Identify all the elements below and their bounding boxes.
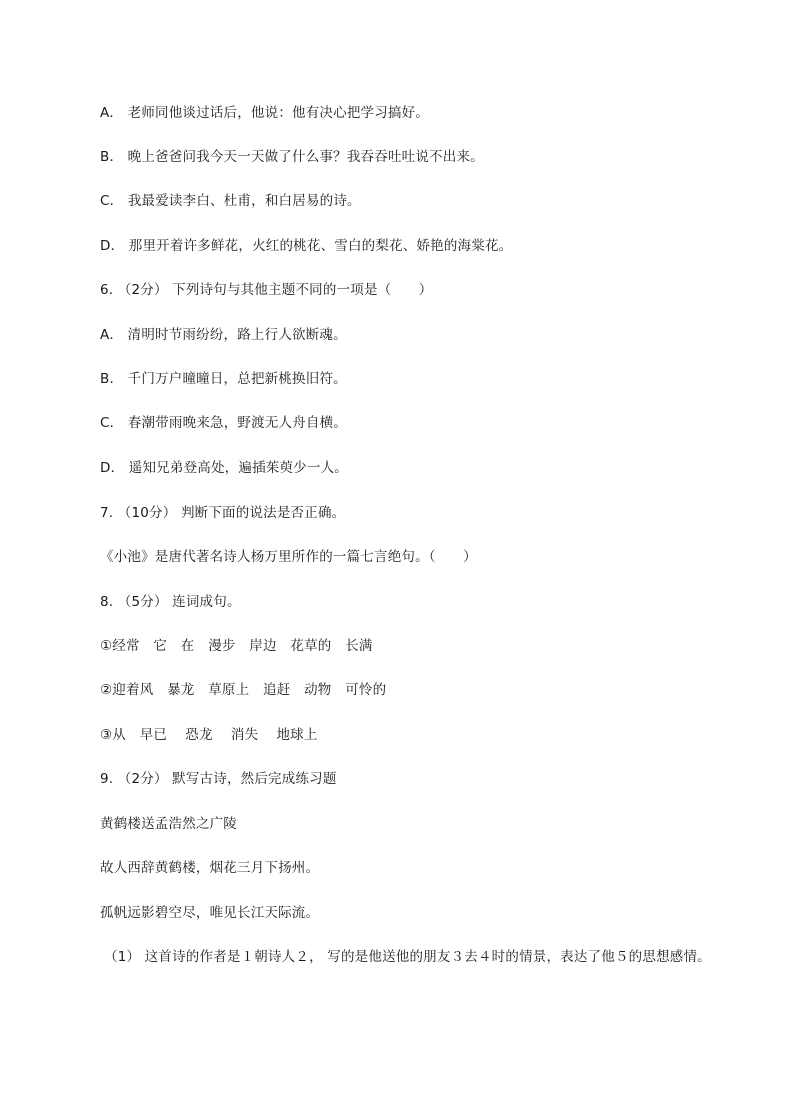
question-6-option-d: D． 遥知兄弟登高处，遍插茱萸少一人。 [100, 460, 348, 476]
question-8-item-1: ①经常 它 在 漫步 岸边 花草的 长满 [100, 638, 373, 654]
question-7-stem: 7. （10分） 判断下面的说法是否正确。 [100, 505, 346, 521]
question-6-option-a: A． 清明时节雨纷纷，路上行人欲断魂。 [100, 327, 347, 343]
poem-line-1: 故人西辞黄鹤楼，烟花三月下扬州。 [100, 860, 320, 876]
question-8-stem: 8. （5分） 连词成句。 [100, 594, 241, 610]
poem-title: 黄鹤楼送孟浩然之广陵 [100, 816, 237, 832]
question-8-item-3: ③从 早已 恐龙 消失 地球上 [100, 727, 318, 743]
question-8-item-2: ②迎着风 暴龙 草原上 追赶 动物 可怜的 [100, 682, 387, 698]
question-9-subquestion-1: （1） 这首诗的作者是１朝诗人２， 写的是他送他的朋友３去４时的情景，表达了他５的思想感情。 [104, 949, 711, 965]
question-6-option-c: C． 春潮带雨晚来急，野渡无人舟自横。 [100, 415, 348, 431]
question-9-stem: 9. （2分） 默写古诗，然后完成练习题 [100, 771, 337, 787]
question-5-option-d: D． 那里开着许多鲜花，火红的桃花、雪白的梨花、娇艳的海棠花。 [100, 238, 513, 254]
poem-line-2: 孤帆远影碧空尽，唯见长江天际流。 [100, 905, 320, 921]
question-7-statement: 《小池》是唐代著名诗人杨万里所作的一篇七言绝句。（ ） [100, 549, 477, 565]
question-5-option-c: C． 我最爱读李白、杜甫，和白居易的诗。 [100, 193, 361, 209]
question-5-option-a: A． 老师同他谈过话后，他说：他有决心把学习搞好。 [100, 105, 430, 121]
question-6-stem: 6. （2分） 下列诗句与其他主题不同的一项是（ ） [100, 282, 433, 298]
question-6-option-b: B． 千门万户曈曈日，总把新桃换旧符。 [100, 371, 347, 387]
question-5-option-b: B． 晚上爸爸问我今天一天做了什么事？我吞吞吐吐说不出来。 [100, 149, 484, 165]
